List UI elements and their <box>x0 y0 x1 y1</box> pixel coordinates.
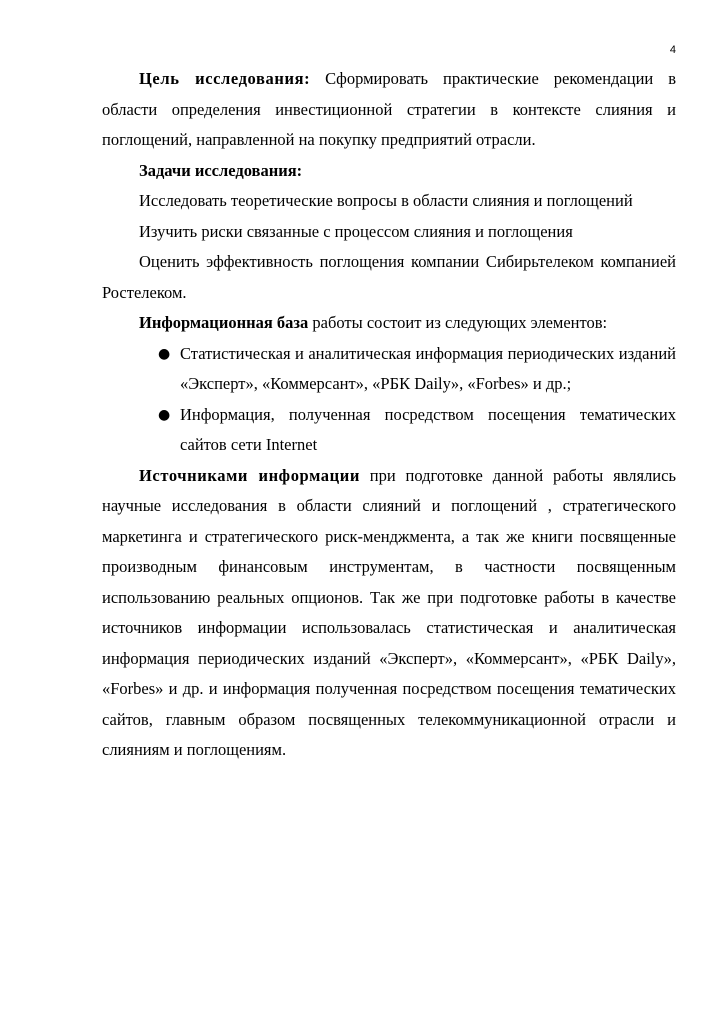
research-tasks-heading <box>102 156 676 187</box>
document-body <box>102 64 676 766</box>
sources-paragraph <box>102 461 676 766</box>
research-task-item: Оценить эффективность поглощения компании Сибирьтелеком компанией Ростелеком. <box>102 252 676 302</box>
info-base-label: Информационная база <box>139 313 309 332</box>
research-goal-paragraph <box>102 64 676 156</box>
research-tasks-label: Задачи исследования: <box>139 160 303 180</box>
info-base-paragraph <box>102 308 676 339</box>
list-item-text: Информация, полученная посредством посещения тематических сайтов сети Internet <box>180 404 676 454</box>
info-base-list <box>102 339 676 461</box>
bullet-icon: ● <box>158 345 171 362</box>
research-task-item: Изучить риски связанные с процессом слияния и поглощения <box>139 221 573 241</box>
research-goal-label: Цель исследования: <box>139 69 311 88</box>
list-item <box>102 339 676 400</box>
sources-text: при подготовке данной работы являлись научные исследования в области слияний и поглощений , стратегического маркетинга и стратегического риск-менджмента, а так же книги посвященные производным финансовым инструментам, в частности посвященным использованию реальных опционов. Так же при подготовке работы в качестве источников информации использовалась статистическая и аналитическая информация периодических изданий «Эксперт», «Коммерсант», «РБК Daily», «Forbes» и др. и информация полученная посредством посещения тематических сайтов, главным образом посвященных телекоммуникационной отрасли и слияниям и поглощениям. <box>102 465 676 759</box>
info-base-text: работы состоит из следующих элементов: <box>308 313 608 332</box>
research-goal-text: Сформировать практические рекомендации в области определения инвестиционной стратегии в контексте слияния и поглощений, направленной на покупку предприятий отрасли. <box>102 69 676 149</box>
page-number: 4 <box>669 44 676 56</box>
bullet-icon: ● <box>158 406 171 423</box>
research-task-item: Исследовать теоретические вопросы в области слияния и поглощений <box>139 191 633 210</box>
list-item-text: Статистическая и аналитическая информация периодических изданий «Эксперт», «Коммерсант», «РБК Daily», «Forbes» и др.; <box>180 343 676 393</box>
list-item <box>102 400 676 461</box>
sources-label: Источниками информации <box>139 465 360 485</box>
